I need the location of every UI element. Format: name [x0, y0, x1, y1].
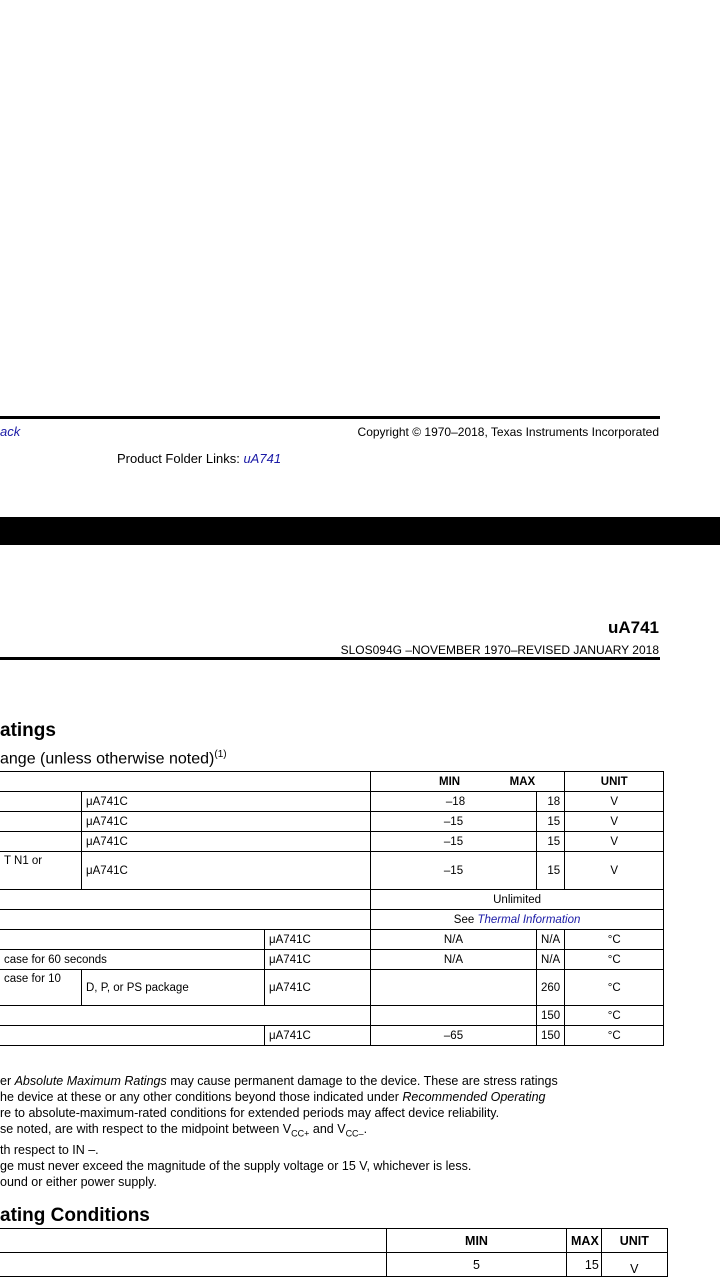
row-max: 15	[537, 852, 565, 890]
row-max: N/A	[537, 930, 565, 950]
col-unit-header: UNIT	[565, 772, 664, 792]
table-row	[0, 852, 664, 890]
footnote-4: ge must never exceed the magnitude of the supply voltage or 15 V, whichever is less.	[0, 1158, 472, 1173]
row-min	[371, 970, 537, 1006]
footnote-1-line-2	[0, 1089, 720, 1105]
section-subtitle	[0, 749, 227, 768]
table-row	[0, 910, 664, 930]
col-min-header: MIN	[439, 775, 461, 788]
doc-title: uA741	[607, 618, 659, 637]
row-label: case for 60 seconds	[0, 950, 265, 970]
row-label: T N1 or	[0, 852, 82, 890]
footnote-text: er	[0, 1074, 15, 1088]
footnote-emphasis: Absolute Maximum Ratings	[14, 1074, 167, 1088]
unlimited-cell: Unlimited	[371, 890, 664, 910]
row-label	[0, 832, 82, 852]
abs-max-table	[0, 771, 664, 1046]
table-row	[0, 930, 664, 950]
row-max: 15	[567, 1253, 602, 1277]
row-unit: °C	[565, 1026, 664, 1046]
col-min-header: MIN	[387, 1229, 567, 1253]
row-max: 150	[537, 1006, 565, 1026]
row-device: μA741C	[82, 832, 371, 852]
table-row	[0, 1006, 664, 1026]
table-row	[0, 792, 664, 812]
row-label	[0, 792, 82, 812]
table-row	[0, 950, 664, 970]
footnotes	[0, 1073, 720, 1190]
row-max: 18	[537, 792, 565, 812]
row-label	[0, 1253, 387, 1277]
header-min-max-cell	[371, 772, 565, 792]
table-row	[0, 1026, 664, 1046]
table-row	[0, 890, 664, 910]
thermal-info-link[interactable]: Thermal Information	[477, 913, 581, 926]
section-title: atings	[0, 720, 56, 741]
row-unit: °C	[565, 950, 664, 970]
col-unit-header: UNIT	[601, 1229, 667, 1253]
footnote-text: he device at these or any other conditions beyond those indicated under	[0, 1090, 403, 1104]
footnote-emphasis: Recommended Operating	[402, 1090, 546, 1104]
row-label: case for 10	[0, 970, 82, 1006]
row-label	[0, 1026, 265, 1046]
product-folder-link[interactable]: uA741	[243, 451, 282, 466]
table-row	[0, 970, 664, 1006]
header-blank-cell	[0, 1229, 387, 1253]
header-rule	[0, 657, 660, 660]
row-device: μA741C	[265, 970, 371, 1006]
row-min: –15	[371, 852, 537, 890]
row-max: 260	[537, 970, 565, 1006]
footnote-2	[0, 1121, 720, 1142]
row-min: N/A	[371, 930, 537, 950]
row-max: 150	[537, 1026, 565, 1046]
footnote-1-line-3: re to absolute-maximum-rated conditions for extended periods may affect device reliability.	[0, 1106, 500, 1120]
row-unit: V	[565, 792, 664, 812]
table-header-row	[0, 1229, 667, 1253]
subscript: CC–	[345, 1128, 364, 1139]
row-unit: V	[565, 812, 664, 832]
row-max: N/A	[537, 950, 565, 970]
row-max: 15	[537, 832, 565, 852]
row-min: –18	[371, 792, 537, 812]
table-header-row	[0, 772, 664, 792]
header-blank-cell	[0, 772, 371, 792]
page-separator	[0, 517, 720, 545]
row-package: D, P, or PS package	[82, 970, 265, 1006]
copyright-text: Copyright © 1970–2018, Texas Instruments Incorporated	[357, 425, 659, 439]
row-device: μA741C	[82, 792, 371, 812]
footer-rule	[0, 416, 660, 419]
footnote-text: se noted, are with respect to the midpoint between V	[0, 1122, 292, 1136]
row-device: μA741C	[82, 852, 371, 890]
footnote-5: ound or either power supply.	[0, 1174, 157, 1189]
footnote-3: th respect to IN –.	[0, 1142, 99, 1157]
section-subtitle-text: ange (unless otherwise noted)	[0, 750, 215, 768]
row-min: N/A	[371, 950, 537, 970]
row-device: μA741C	[265, 950, 371, 970]
row-label	[0, 1006, 371, 1026]
row-unit: V	[601, 1253, 667, 1277]
product-folder-links	[117, 451, 281, 466]
rec-op-table	[0, 1228, 668, 1277]
row-label	[0, 930, 265, 950]
footnote-1-line-1	[0, 1073, 720, 1089]
row-device: μA741C	[265, 930, 371, 950]
row-unit: V	[565, 852, 664, 890]
thermal-info-cell	[371, 910, 664, 930]
row-label	[0, 910, 371, 930]
footnote-text: and V	[309, 1122, 346, 1136]
footnote-text: may cause permanent damage to the device. These are stress ratings	[166, 1074, 558, 1088]
table-row	[0, 832, 664, 852]
row-max: 15	[537, 812, 565, 832]
see-label: See	[453, 913, 478, 926]
feedback-link[interactable]: ack	[0, 424, 21, 439]
footnote-ref[interactable]: (1)	[214, 749, 227, 760]
section-2-title: ating Conditions	[0, 1205, 150, 1226]
row-min: 5	[387, 1253, 567, 1277]
table-row	[0, 812, 664, 832]
row-device: μA741C	[82, 812, 371, 832]
footnote-text: .	[363, 1122, 368, 1136]
table-row	[0, 1253, 667, 1277]
row-min: –65	[371, 1026, 537, 1046]
subscript: CC+	[291, 1128, 310, 1139]
row-label	[0, 890, 371, 910]
row-unit: °C	[565, 970, 664, 1006]
row-min: –15	[371, 832, 537, 852]
row-device: μA741C	[265, 1026, 371, 1046]
row-min: –15	[371, 812, 537, 832]
row-unit: V	[565, 832, 664, 852]
row-label	[0, 812, 82, 832]
col-max-header: MAX	[509, 775, 536, 788]
row-unit: °C	[565, 1006, 664, 1026]
product-folder-label: Product Folder Links:	[117, 451, 244, 466]
row-min	[371, 1006, 537, 1026]
col-max-header: MAX	[567, 1229, 602, 1253]
doc-id: SLOS094G –NOVEMBER 1970–REVISED JANUARY 2018	[340, 643, 659, 657]
row-unit: °C	[565, 930, 664, 950]
